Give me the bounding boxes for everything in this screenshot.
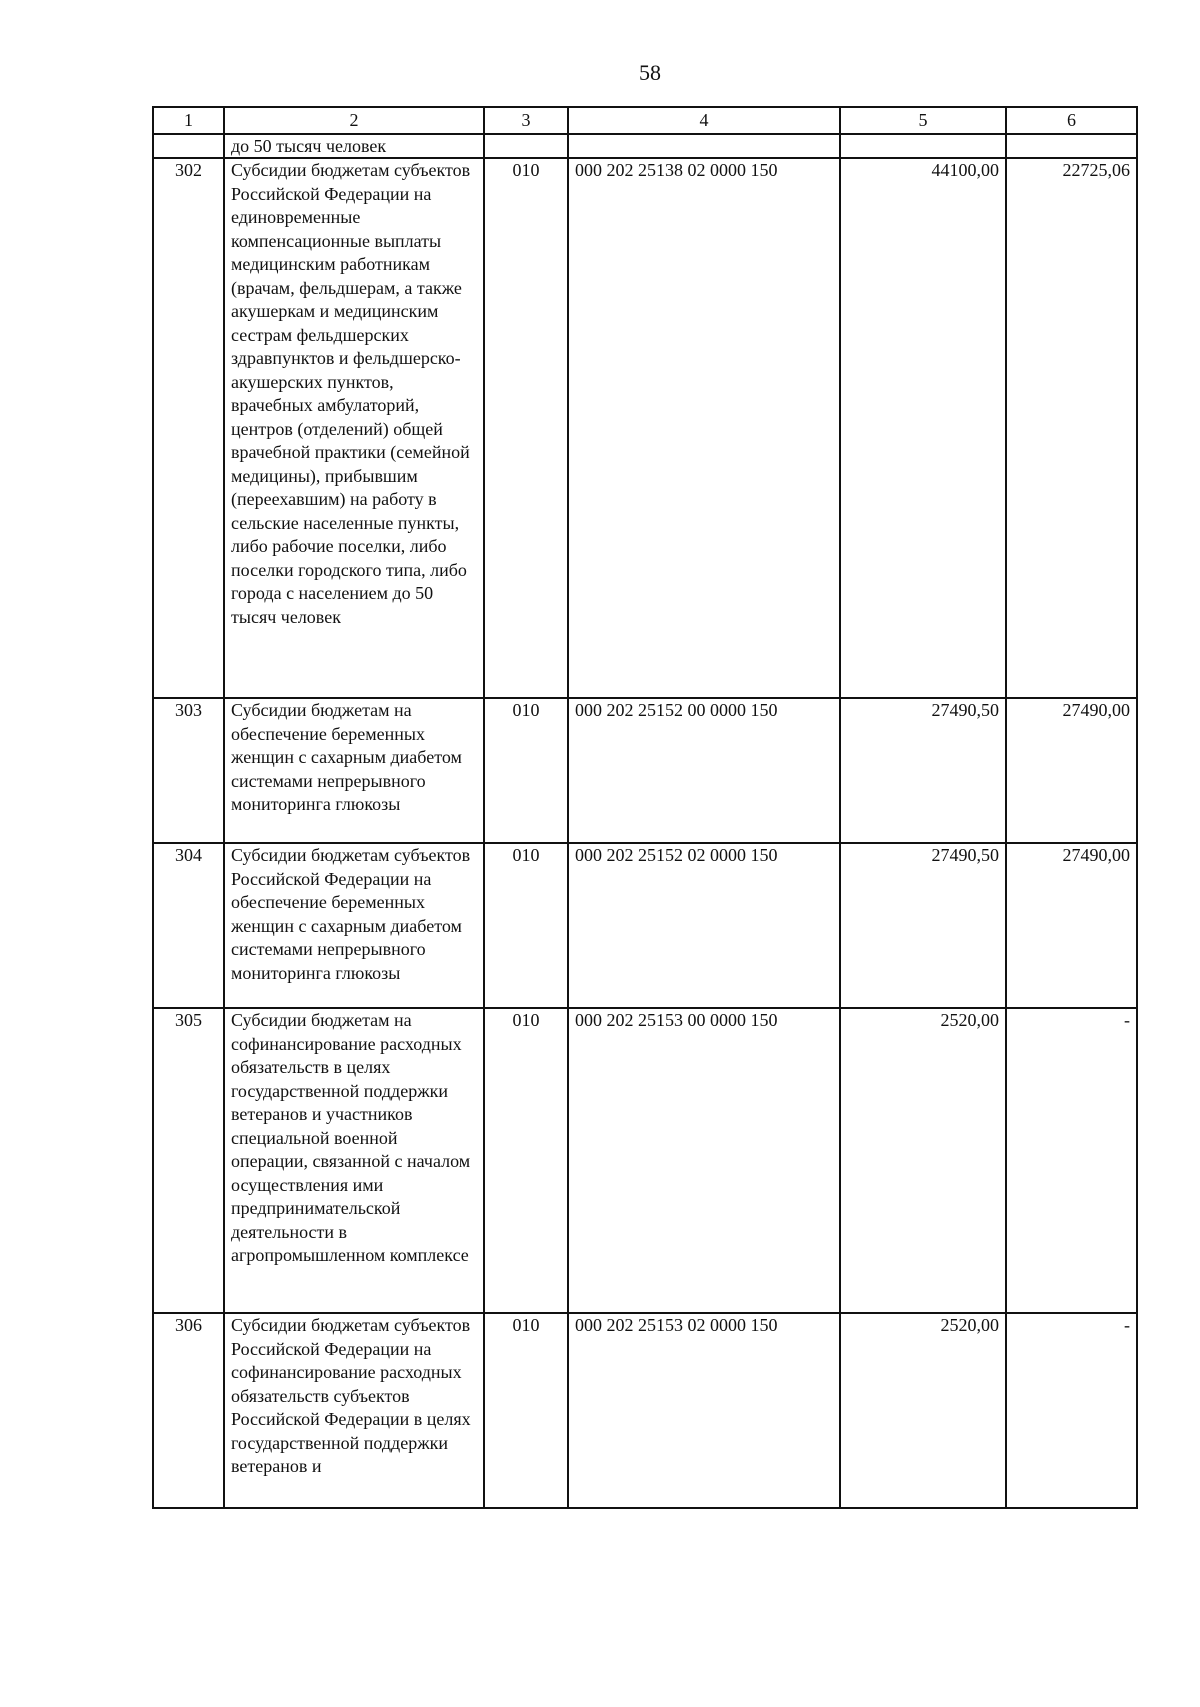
row-code-cell: 010 bbox=[484, 1008, 568, 1313]
table-row-continuation bbox=[153, 134, 1137, 158]
budget-table bbox=[152, 106, 1138, 1509]
row-executed-cell bbox=[1006, 134, 1137, 158]
row-kbk-cell: 000 202 25152 02 0000 150 bbox=[568, 843, 840, 1008]
row-planned-cell bbox=[840, 134, 1006, 158]
row-executed-cell: - bbox=[1006, 1008, 1137, 1313]
row-planned-cell: 27490,50 bbox=[840, 843, 1006, 1008]
row-planned-cell: 2520,00 bbox=[840, 1008, 1006, 1313]
row-code-cell: 010 bbox=[484, 1313, 568, 1508]
column-header-2: 2 bbox=[224, 107, 484, 134]
row-planned-cell: 2520,00 bbox=[840, 1313, 1006, 1508]
row-number-cell: 306 bbox=[153, 1313, 224, 1508]
row-code-cell bbox=[484, 134, 568, 158]
row-kbk-cell: 000 202 25152 00 0000 150 bbox=[568, 698, 840, 843]
row-executed-cell: 27490,00 bbox=[1006, 843, 1137, 1008]
row-number-cell: 303 bbox=[153, 698, 224, 843]
row-code-cell: 010 bbox=[484, 698, 568, 843]
column-header-5: 5 bbox=[840, 107, 1006, 134]
row-name-cell: Субсидии бюджетам субъектов Российской Федерации на софинансирование расходных обязательств субъектов Российской Федерации в целях государственной поддержки ветеранов и bbox=[224, 1313, 484, 1508]
column-header-1: 1 bbox=[153, 107, 224, 134]
row-kbk-cell: 000 202 25153 02 0000 150 bbox=[568, 1313, 840, 1508]
column-header-4: 4 bbox=[568, 107, 840, 134]
row-name-cell: до 50 тысяч человек bbox=[224, 134, 484, 158]
row-name-cell: Субсидии бюджетам на обеспечение беременных женщин с сахарным диабетом системами непрерывного мониторинга глюкозы bbox=[224, 698, 484, 843]
row-name-cell: Субсидии бюджетам субъектов Российской Федерации на обеспечение беременных женщин с сахарным диабетом системами непрерывного мониторинга глюкозы bbox=[224, 843, 484, 1008]
row-number-cell bbox=[153, 134, 224, 158]
row-executed-cell: 22725,06 bbox=[1006, 158, 1137, 698]
table-row bbox=[153, 1313, 1137, 1508]
row-kbk-cell: 000 202 25153 00 0000 150 bbox=[568, 1008, 840, 1313]
page-number: 58 bbox=[639, 60, 661, 85]
row-executed-cell: - bbox=[1006, 1313, 1137, 1508]
row-number-cell: 302 bbox=[153, 158, 224, 698]
row-number-cell: 304 bbox=[153, 843, 224, 1008]
column-header-3: 3 bbox=[484, 107, 568, 134]
row-kbk-cell bbox=[568, 134, 840, 158]
row-code-cell: 010 bbox=[484, 158, 568, 698]
table-row bbox=[153, 158, 1137, 698]
row-number-cell: 305 bbox=[153, 1008, 224, 1313]
table-row bbox=[153, 1008, 1137, 1313]
row-code-cell: 010 bbox=[484, 843, 568, 1008]
row-name-cell: Субсидии бюджетам на софинансирование расходных обязательств в целях государственной поддержки ветеранов и участников специальной военной операции, связанной с началом осуществления ими предпринимательской деятельности в агропромышленном комплексе bbox=[224, 1008, 484, 1313]
row-kbk-cell: 000 202 25138 02 0000 150 bbox=[568, 158, 840, 698]
row-executed-cell: 27490,00 bbox=[1006, 698, 1137, 843]
table-row bbox=[153, 698, 1137, 843]
table-row bbox=[153, 843, 1137, 1008]
row-name-cell: Субсидии бюджетам субъектов Российской Федерации на единовременные компенсационные выплаты медицинским работникам (врачам, фельдшерам, а также акушеркам и медицинским сестрам фельдшерских здравпунктов и фельдшерско-акушерских пунктов, врачебных амбулаторий, центров (отделений) общей врачебной практики (семейной медицины), прибывшим (переехавшим) на работу в сельские населенные пункты, либо рабочие поселки, либо поселки городского типа, либо города с населением до 50 тысяч человек bbox=[224, 158, 484, 698]
row-planned-cell: 27490,50 bbox=[840, 698, 1006, 843]
row-planned-cell: 44100,00 bbox=[840, 158, 1006, 698]
table-header-row bbox=[153, 107, 1137, 134]
column-header-6: 6 bbox=[1006, 107, 1137, 134]
